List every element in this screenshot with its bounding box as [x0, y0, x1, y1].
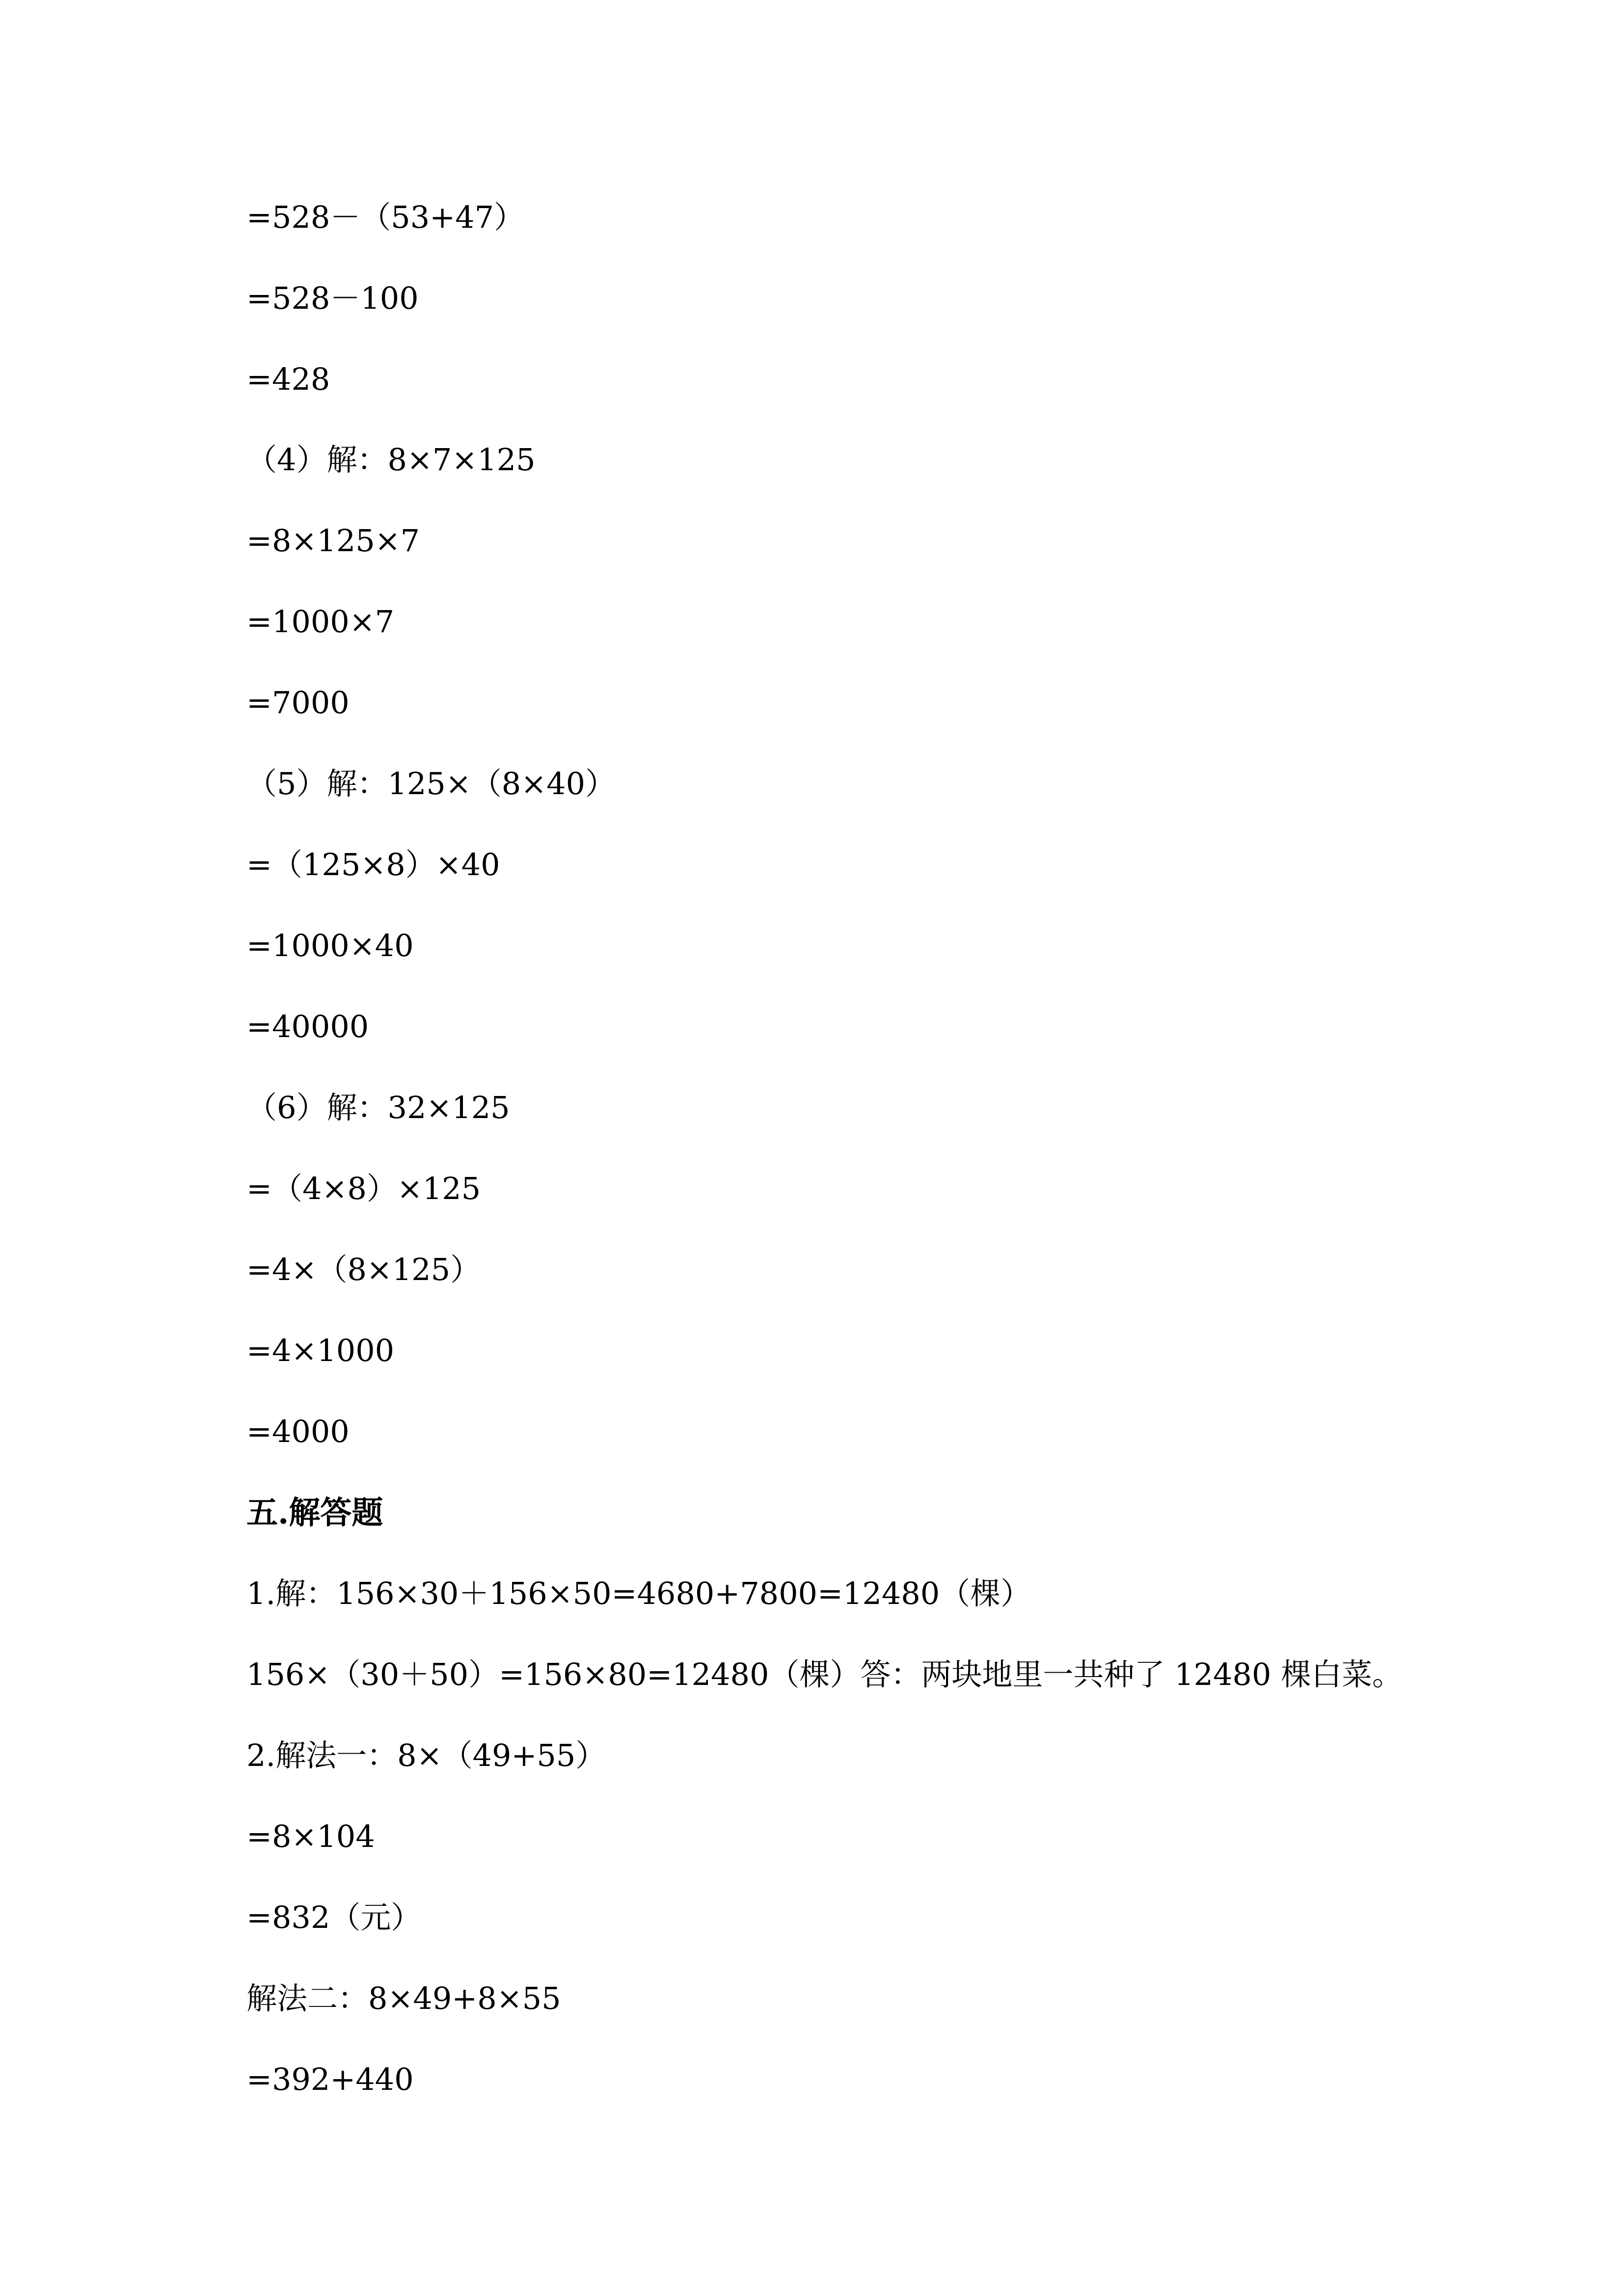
solution-line: =528－（53+47）: [246, 199, 525, 235]
solution-line: （5）解：125×（8×40）: [246, 766, 616, 801]
answer-line: =8×104: [246, 1818, 375, 1854]
answer-line: 解法二：8×49+8×55: [246, 1980, 561, 2016]
solution-line: =4000: [246, 1414, 350, 1449]
solution-line: =1000×7: [246, 604, 395, 640]
solution-line: （4）解：8×7×125: [246, 442, 536, 478]
answer-line: =392+440: [246, 2061, 414, 2097]
solution-line: =8×125×7: [246, 523, 420, 559]
answer-line: =832（元）: [246, 1899, 422, 1935]
solution-line: =428: [246, 361, 330, 397]
solution-line: =1000×40: [246, 928, 414, 963]
solution-line: =（4×8）×125: [246, 1171, 481, 1206]
solution-line: （6）解：32×125: [246, 1090, 510, 1125]
answer-line: 156×（30＋50）=156×80=12480（棵）答：两块地里一共种了 12480 棵白菜。: [246, 1656, 1403, 1692]
solution-line: =4×（8×125）: [246, 1252, 481, 1287]
answer-line: 1.解：156×30＋156×50=4680+7800=12480（棵）: [246, 1575, 1031, 1611]
solution-line: =7000: [246, 685, 350, 721]
solution-line: =528－100: [246, 280, 419, 316]
solution-line: =4×1000: [246, 1333, 395, 1368]
answer-line: 2.解法一：8×（49+55）: [246, 1737, 606, 1773]
section-heading: 五.解答题: [246, 1495, 383, 1531]
solution-line: =40000: [246, 1009, 369, 1044]
solution-line: =（125×8）×40: [246, 847, 500, 882]
